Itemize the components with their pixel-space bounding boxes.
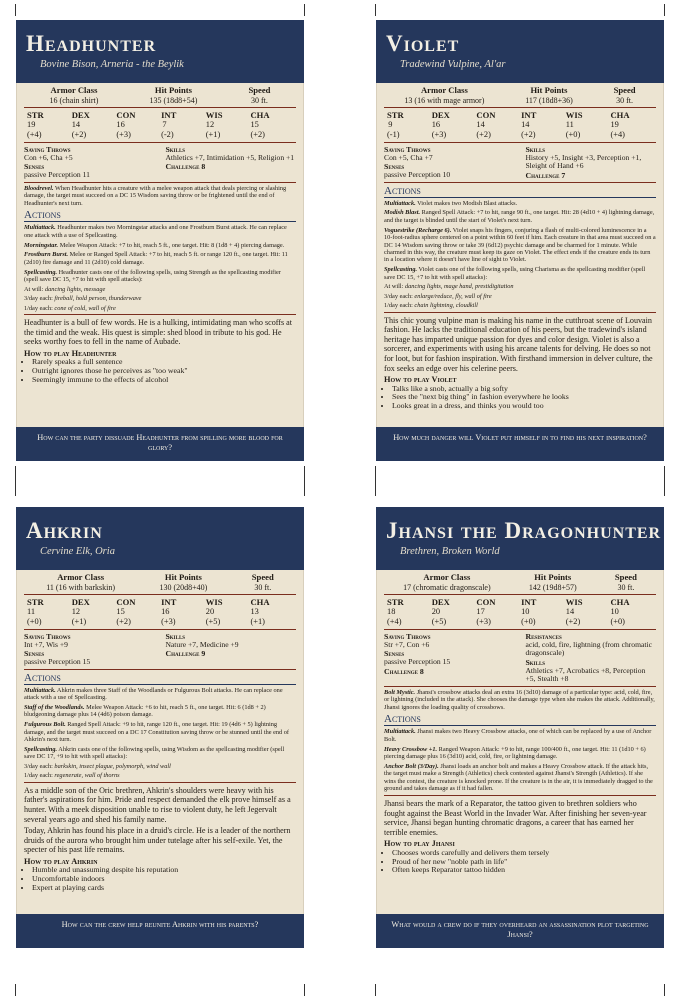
spell-line: [24, 295, 296, 302]
action-text: Melee or Ranged Spell Attack: +7 to hit, reach 5 ft. or range 120 ft., one target. Hit: 11 (2d10) fire damage and 11 (2d10) cold damage.: [24, 251, 288, 266]
ability-con: CON 14 (+2): [476, 109, 496, 139]
backstory: [24, 786, 296, 855]
action-name: Staff of the Woodlands.: [24, 703, 85, 711]
crop-mark: [664, 4, 665, 16]
actions-list: [24, 224, 296, 283]
how-to-play-item: • Humble and unassuming despite his reputation: [32, 866, 296, 875]
crop-mark: [375, 984, 376, 996]
ability-con: CON 15 (+2): [116, 596, 136, 626]
secondary-stats: [384, 632, 656, 684]
divider: [24, 669, 296, 670]
stat-label: Saving Throws: [384, 631, 431, 641]
action: [384, 746, 656, 761]
card-title: Headhunter: [26, 31, 157, 56]
trait-name: Bolt Mystic.: [384, 688, 416, 696]
action: [24, 721, 296, 743]
actions-heading: Actions: [384, 713, 656, 726]
how-to-play-item: • Rarely speaks a full sentence: [32, 358, 296, 367]
crop-mark: [304, 4, 305, 16]
left-stats: [24, 145, 155, 180]
card-banner: [376, 20, 664, 83]
right-stats: [525, 145, 656, 180]
card-subtitle: Cervine Elk, Oria: [40, 546, 115, 557]
card-footer-question: What would a crew do if they overheard an assassination plot targeting Jhansi?: [376, 914, 664, 948]
how-to-play-item: • Seemingly immune to the effects of alcohol: [32, 376, 296, 385]
stat-value: acid, cold, fire, lightning (from chromatic dragonscale): [525, 639, 652, 658]
action: [384, 227, 656, 264]
crop-mark: [304, 466, 305, 496]
ability-str: STR 11 (+0): [27, 596, 44, 626]
action: [24, 704, 296, 719]
backstory: [24, 318, 296, 347]
how-to-play-item: • Outright ignores those he perceives as "too weak": [32, 367, 296, 376]
stat-value: passive Perception 10: [384, 170, 451, 180]
crop-mark: [375, 4, 376, 16]
trait: [24, 185, 296, 207]
how-to-play-heading: How to play Headhunter: [24, 348, 117, 358]
speed: Speed 30 ft.: [614, 572, 637, 592]
story-paragraph: As a middle son of the Oric brethren, Ahkrin's shoulders were heavy with his father's aspirations for him. Pride and respect demanded the elk prove himself as a hunter. With a meek disposition unable to rise to violent duty, he left Jegervalt several years ago and shed his family name.: [24, 785, 291, 824]
spell-line: [24, 305, 296, 312]
card-title: Jhansi the Dragonhunter: [386, 518, 662, 543]
action: [384, 763, 656, 793]
stat-value: Nature +7, Medicine +9: [165, 639, 239, 649]
spell-names: barkskin, insect plague, polymorph, wind wall: [54, 762, 171, 770]
crop-mark: [304, 984, 305, 996]
card-subtitle: Bovine Bison, Arneria - the Beylik: [40, 59, 184, 70]
divider: [384, 686, 656, 687]
story-paragraph: This chic young vulpine man is making his name in the cutthroat scene of Louvain fashion. He lacks the traditional education of his peers, but the tradewind's island heritage has imparted unique passion for dyes and color design. Violet is also a sorcerer, and experiments with using his arcane talents for delving. He does so not for loot, but for fashion inspiration. With firsthand immersion in delver culture, the fox seeks an edge over his celerine peers.: [384, 315, 653, 373]
divider: [24, 629, 296, 630]
spell-frequency: 3/day each:: [24, 295, 55, 303]
speed: Speed 30 ft.: [251, 572, 274, 592]
spell-frequency: 1/day each:: [24, 772, 55, 780]
crop-mark: [664, 466, 665, 496]
action: [384, 209, 656, 224]
divider: [24, 142, 296, 143]
action-text: Ahkrin casts one of the following spells, using Wisdom as the spellcasting modifier (spell save DC 17, +9 to hit with spell attacks):: [24, 745, 285, 761]
card-body: [16, 570, 304, 893]
how-to-play-list: [24, 358, 296, 384]
npc-card: [16, 507, 304, 948]
action-name: Frostburn Burst.: [24, 251, 69, 259]
actions-heading: Actions: [384, 185, 656, 198]
action-text: Violet makes two Modish Blast attacks.: [415, 199, 518, 207]
action-name: Voguestrike (Recharge 6).: [384, 226, 452, 234]
how-to-play-heading: How to play Jhansi: [384, 839, 455, 849]
spell-line: [384, 283, 656, 290]
divider: [24, 314, 296, 315]
how-to-play-item: • Looks great in a dress, and thinks you would too: [392, 402, 656, 411]
how-to-play-list: [384, 385, 656, 411]
action: [384, 200, 656, 207]
core-stats: [24, 86, 296, 105]
how-to-play-heading: How to play Ahkrin: [24, 856, 98, 866]
stat-label: Skills: [165, 144, 186, 154]
stat-label: Saving Throws: [384, 144, 431, 154]
stat-label: Saving Throws: [24, 631, 71, 641]
ability-int: INT 14 (+2): [521, 109, 537, 139]
divider: [384, 142, 656, 143]
actions-list: [384, 200, 656, 281]
ability-dex: DEX 12 (+1): [71, 596, 90, 626]
how-to-play-item: • Talks like a snob, actually a big softy: [392, 385, 656, 394]
spell-line: [24, 772, 296, 779]
action-name: Fulgurous Bolt.: [24, 721, 66, 729]
stat-label: Senses: [24, 649, 45, 659]
armor-class: Armor Class 17 (chromatic dragonscale): [403, 572, 491, 592]
action-name: Spellcasting.: [24, 268, 58, 276]
stat-label: Challenge 7: [525, 170, 566, 180]
ability-con: CON 16 (+3): [116, 109, 136, 139]
stat-label: Senses: [384, 649, 405, 659]
action-name: Multiattack.: [24, 686, 56, 694]
actions-heading: Actions: [24, 672, 296, 685]
ability-int: INT 10 (+0): [521, 596, 537, 626]
how-to-play-list: [24, 866, 296, 892]
action-text: Ranged Weapon Attack: +9 to hit, range 100/400 ft., one target. Hit: 11 (1d10 + 6) piercing damage plus 16 (3d10) acid, cold, fire, or lightning damage.: [384, 745, 646, 761]
right-stats: [165, 632, 296, 667]
spell-line: [24, 286, 296, 293]
stat-label: Skills: [165, 631, 186, 641]
spell-frequency: 1/day each:: [24, 304, 55, 312]
ability-scores: [384, 597, 656, 627]
trait-text: Jhansi's crossbow attacks deal an extra 16 (3d10) damage of a particular type: acid, cold, fire, or lightning (included in the attack). She chooses the damage type when she makes the attack. Additionally, Jhansi ignores the loading quality of crossbows.: [384, 688, 655, 711]
divider: [384, 312, 656, 313]
action-name: Multiattack.: [384, 199, 416, 207]
ability-dex: DEX 14 (+2): [71, 109, 90, 139]
action-name: Multiattack.: [384, 728, 416, 736]
core-stats: [384, 573, 656, 592]
spell-frequency: At will:: [24, 285, 45, 293]
stat-label: Skills: [525, 657, 546, 667]
secondary-stats: [384, 145, 656, 180]
divider: [24, 594, 296, 595]
how-to-play-list: [384, 849, 656, 875]
card-body: [16, 83, 304, 385]
ability-scores: [24, 597, 296, 627]
ability-int: INT 16 (+3): [161, 596, 177, 626]
action-text: Jhansi loads an anchor bolt and makes a Heavy Crossbow attack. If the attack hits, the target must make a Strength (Athletics) check contested against Jhansi's Strength (Athletics). If she wins the contest, the creature is knocked prone. If the creature is in the air, it is immediately dragged to the ground and takes damage as if it had fallen.: [384, 762, 653, 793]
action-text: Ranged Spell Attack: +9 to hit, range 120 ft., one target. Hit: 19 (4d6 + 5) lightning damage, and the target must succeed on a DC 17 Constitution saving throw or be stunned until the end of Ahkrin's next turn.: [24, 721, 290, 743]
story-paragraph: Today, Ahkrin has found his place in a druid's circle. He is a leader of the northern druids of the aurora who brought him under tutelage after his self-exile. Yet, the specter of his past life remains.: [24, 826, 291, 855]
card-title: Ahkrin: [26, 518, 103, 543]
card-subtitle: Brethren, Broken World: [400, 546, 500, 557]
story-paragraph: Headhunter is a bull of few words. He is a hulking, intimidating man who scoffs at the timid and the weak. His quest is simple: shed blood in tribute to his god. He seeks worthy foes to fell in the name of Aubade.: [24, 317, 293, 347]
action: [384, 728, 656, 743]
action-name: Anchor Bolt (3/Day).: [384, 762, 439, 770]
spell-frequency: 3/day each:: [384, 292, 415, 300]
spell-frequency: 1/day each:: [384, 302, 415, 310]
ability-cha: CHA 15 (+2): [250, 109, 270, 139]
how-to-play-item: • Often keeps Reparator tattoo hidden: [392, 866, 656, 875]
stat-label: Challenge 8: [384, 666, 424, 676]
stat-value: History +5, Insight +3, Perception +1, Sleight of Hand +6: [525, 152, 642, 171]
action: [384, 266, 656, 281]
card-footer-question: How can the crew help reunite Ahkrin with his parents?: [16, 914, 304, 948]
hit-points: Hit Points 117 (18d8+36): [525, 85, 573, 105]
stat-label: Senses: [384, 162, 405, 172]
how-to-play-item: • Sees the "next big thing" in fashion everywhere he looks: [392, 393, 656, 402]
actions-list: [24, 687, 296, 761]
ability-str: STR 9 (-1): [387, 109, 404, 139]
story-paragraph: Jhansi bears the mark of a Reparator, the tattoo given to brethren soldiers who fought against the Beast World in the Invader War. After finishing her seven-year service, Jhansi began hunting chromatic dragons, a career that has earned her terrible enemies.: [384, 798, 647, 837]
how-to-play-item: • Uncomfortable indoors: [32, 875, 296, 884]
ability-cha: CHA 10 (+0): [610, 596, 630, 626]
stat-label: Skills: [525, 144, 546, 154]
action-name: Spellcasting.: [384, 266, 418, 274]
spell-names: cone of cold, wall of fire: [54, 304, 116, 312]
left-stats: [24, 632, 155, 667]
left-stats: [384, 632, 515, 684]
stat-value: Int +7, Wis +9: [24, 639, 68, 649]
action: [24, 746, 296, 761]
stat-value: Athletics +7, Acrobatics +8, Perception +5, Stealth +8: [525, 665, 646, 684]
hit-points: Hit Points 130 (20d8+40): [159, 572, 208, 592]
action: [24, 687, 296, 702]
stat-label: Saving Throws: [24, 144, 71, 154]
right-stats: [165, 145, 296, 180]
trait-name: Bloodrevel.: [24, 184, 54, 192]
divider: [384, 594, 656, 595]
card-banner: [16, 507, 304, 570]
ability-cha: CHA 19 (+4): [610, 109, 630, 139]
action-text: Violet snaps his fingers, conjuring a flash of multi-colored luminescence in a 10-foot-radius sphere centered on a point within 60 feet if him. Each creature in that area must succeed on a DC 14 Wisdom saving throw or take 39 (6d12) psychic damage and be charmed for 1 minute. While charmed in this way, the creature must keep its gaze on Violet. The effect ends if the creature ends its turn in a location where it doesn't have line of sight to Violet.: [384, 226, 656, 264]
ability-dex: DEX 20 (+5): [431, 596, 450, 626]
action-text: Ahkrin makes three Staff of the Woodlands or Fulgurous Bolt attacks. He can replace one attack with a use of Spellcasting.: [24, 686, 283, 702]
card-footer-question: How can the party dissuade Headhunter from spilling more blood for glory?: [16, 427, 304, 461]
action-name: Heavy Crossbow +1.: [384, 745, 438, 753]
ability-cha: CHA 13 (+1): [250, 596, 270, 626]
stat-value: Con +5, Cha +7: [384, 152, 433, 162]
ability-wis: WIS 12 (+1): [205, 109, 223, 139]
backstory: [384, 316, 656, 374]
actions-list: [384, 728, 656, 792]
spell-names: chain lightning, cloudkill: [414, 302, 478, 310]
action: [24, 224, 296, 239]
divider: [24, 782, 296, 783]
npc-card: [376, 507, 664, 948]
spell-names: dancing lights, message: [45, 285, 106, 293]
action-text: Jhansi makes two Heavy Crossbow attacks, one of which can be replaced by a use of Anchor Bolt.: [384, 728, 652, 743]
speed: Speed 30 ft.: [613, 85, 636, 105]
stat-value: passive Perception 15: [24, 657, 91, 667]
action-text: Headhunter makes two Morningstar attacks and one Frostburn Burst attack. He can replace one attack with a use of Spellcasting.: [24, 224, 287, 239]
stat-label: Senses: [24, 162, 45, 172]
how-to-play-heading: How to play Violet: [384, 375, 457, 385]
divider: [384, 795, 656, 796]
card-banner: [16, 20, 304, 83]
action-name: Modish Blast.: [384, 209, 421, 217]
ability-int: INT 7 (-2): [161, 109, 177, 139]
action-text: Melee Weapon Attack: +7 to hit, reach 5 ft., one target. Hit: 8 (1d8 + 4) piercing damage.: [58, 241, 285, 249]
card-body: [376, 83, 664, 411]
action-text: Ranged Spell Attack: +7 to hit, range 90 ft., one target. Hit: 28 (4d10 + 4) lightning damage, and the target is blinded until the start of Violet's next turn.: [384, 209, 655, 224]
crop-mark: [15, 466, 16, 496]
hit-points: Hit Points 135 (18d8+54): [149, 85, 198, 105]
card-body: [376, 570, 664, 875]
divider: [384, 182, 656, 183]
divider: [24, 182, 296, 183]
trait: [384, 689, 656, 711]
ability-con: CON 17 (+3): [476, 596, 496, 626]
spell-names: regenerate, wall of thorns: [54, 772, 120, 780]
left-stats: [384, 145, 515, 180]
npc-card: [16, 20, 304, 461]
secondary-stats: [24, 145, 296, 180]
crop-mark: [375, 466, 376, 496]
spell-list: [24, 286, 296, 312]
crop-mark: [15, 4, 16, 16]
crop-mark: [664, 984, 665, 996]
action-text: Headhunter casts one of the following spells, using Strength as the spellcasting modifier (spell save DC 15, +7 to hit with spell attacks):: [24, 268, 281, 283]
spell-line: [384, 293, 656, 300]
spell-frequency: 3/day each:: [24, 762, 55, 770]
spell-line: [24, 763, 296, 770]
how-to-play-item: • Expert at playing cards: [32, 884, 296, 893]
action: [24, 242, 296, 249]
card-footer-question: How much danger will Violet put himself in to find his next inspiration?: [376, 427, 664, 461]
right-stats: [525, 632, 656, 684]
divider: [384, 629, 656, 630]
speed: Speed 30 ft.: [248, 85, 271, 105]
crop-mark: [15, 984, 16, 996]
action: [24, 269, 296, 284]
stat-value: passive Perception 15: [384, 657, 451, 667]
action-name: Morningstar.: [24, 241, 59, 249]
ability-str: STR 19 (+4): [27, 109, 44, 139]
armor-class: Armor Class 13 (16 with mage armor): [404, 85, 485, 105]
divider: [384, 107, 656, 108]
traits: [24, 185, 296, 207]
card-subtitle: Tradewind Vulpine, Al'ar: [400, 59, 506, 70]
core-stats: [384, 86, 656, 105]
stat-value: Str +7, Con +6: [384, 639, 430, 649]
spell-line: [384, 302, 656, 309]
ability-wis: WIS 14 (+2): [565, 596, 583, 626]
spell-names: dancing lights, mage hand, prestidigitation: [405, 283, 514, 291]
action: [24, 251, 296, 266]
stat-label: Resistances: [525, 631, 562, 641]
stat-label: Challenge 9: [165, 649, 206, 659]
spell-frequency: At will:: [384, 283, 405, 291]
ability-str: STR 18 (+4): [387, 596, 404, 626]
card-title: Violet: [386, 31, 460, 56]
core-stats: [24, 573, 296, 592]
spell-names: fireball, hold person, thunderwave: [54, 295, 142, 303]
action-text: Melee Weapon Attack: +6 to hit, reach 5 ft., one target. Hit: 6 (1d8 + 2) bludgeoning damage plus 14 (4d6) poison damage.: [24, 703, 266, 719]
ability-scores: [384, 110, 656, 140]
armor-class: Armor Class 16 (chain shirt): [49, 85, 99, 105]
hit-points: Hit Points 142 (19d8+57): [528, 572, 577, 592]
trait-text: When Headhunter hits a creature with a melee weapon attack that deals piercing or slashing damage, the target must succeed on a DC 15 Wisdom saving throw or be frightened until the end of Headhunter's next turn.: [24, 184, 287, 207]
traits: [384, 689, 656, 711]
how-to-play-item: • Chooses words carefully and delivers them tersely: [392, 849, 656, 858]
stat-value: passive Perception 11: [24, 170, 90, 180]
stat-value: Athletics +7, Intimidation +5, Religion +1: [165, 152, 295, 162]
actions-heading: Actions: [24, 209, 296, 222]
stat-value: Con +6, Cha +5: [24, 152, 73, 162]
spell-names: enlarge/reduce, fly, wall of fire: [414, 292, 492, 300]
action-name: Multiattack.: [24, 224, 56, 232]
card-banner: [376, 507, 664, 570]
secondary-stats: [24, 632, 296, 667]
ability-scores: [24, 110, 296, 140]
ability-wis: WIS 11 (+0): [565, 109, 583, 139]
npc-card: [376, 20, 664, 461]
armor-class: Armor Class 11 (16 with barkskin): [46, 572, 116, 592]
backstory: [384, 799, 656, 837]
action-name: Spellcasting.: [24, 745, 58, 753]
spell-list: [24, 763, 296, 780]
ability-dex: DEX 16 (+3): [431, 109, 450, 139]
action-text: Violet casts one of the following spells, using Charisma as the spellcasting modifier (spell save DC 15, +7 to hit with spell attacks):: [384, 266, 646, 281]
how-to-play-item: • Proud of her new "noble path in life": [392, 858, 656, 867]
stat-label: Challenge 8: [165, 162, 206, 172]
spell-list: [384, 283, 656, 309]
ability-wis: WIS 20 (+5): [205, 596, 223, 626]
divider: [24, 107, 296, 108]
